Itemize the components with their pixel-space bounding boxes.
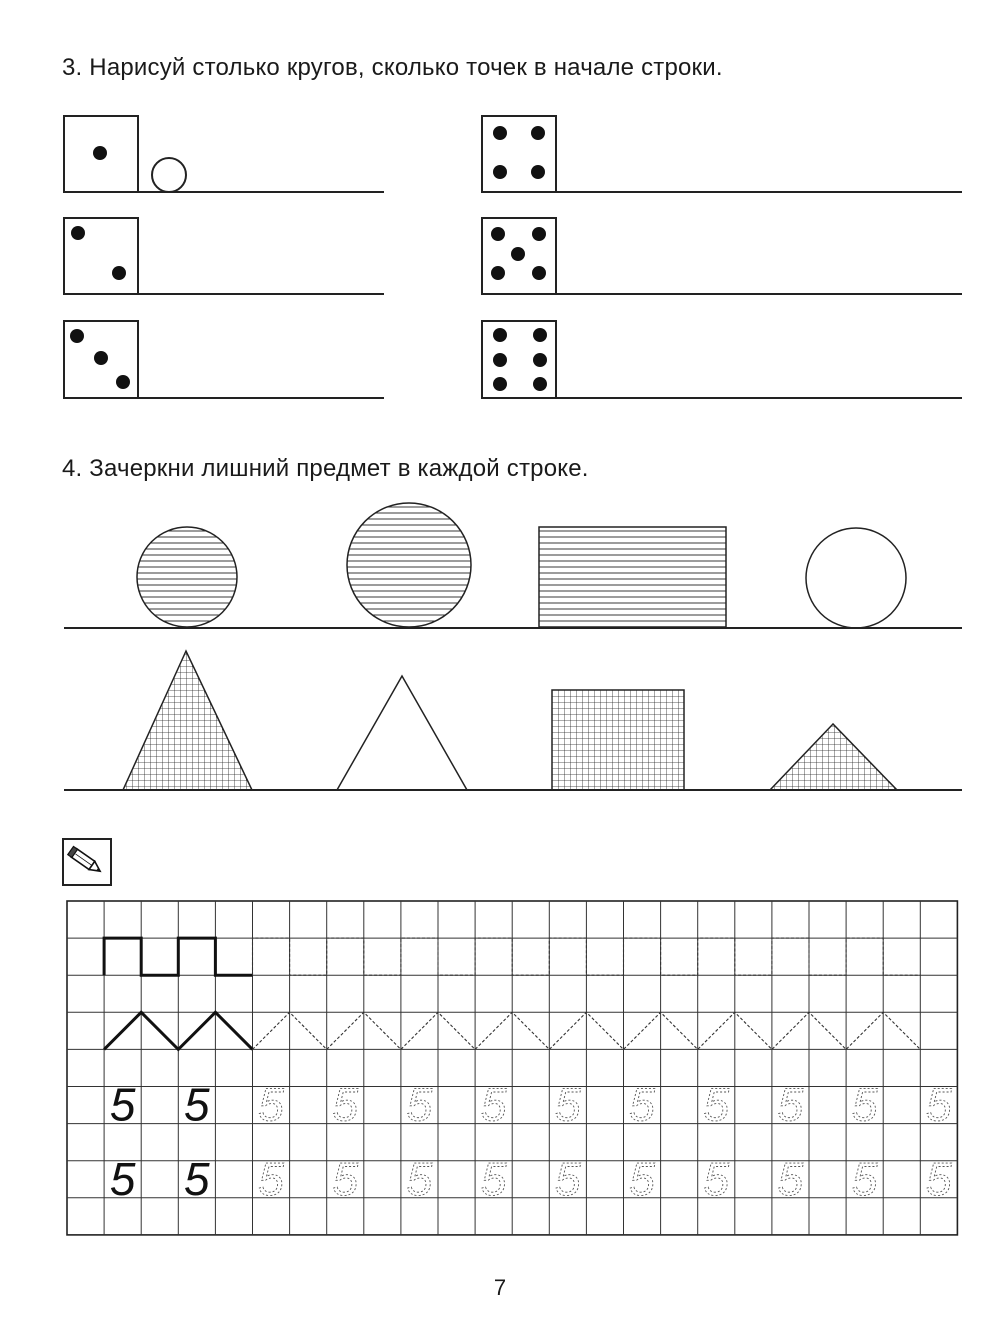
digit-5-trace[interactable]: 5 bbox=[480, 1078, 507, 1131]
pencil-icon bbox=[64, 840, 110, 884]
digit-5-trace[interactable]: 5 bbox=[926, 1078, 952, 1131]
grid-triangle[interactable] bbox=[770, 724, 897, 790]
digit-5-trace[interactable]: 5 bbox=[703, 1078, 730, 1131]
die-dot bbox=[511, 247, 525, 261]
die-dot bbox=[70, 329, 84, 343]
digit-5-trace[interactable]: 5 bbox=[926, 1152, 952, 1205]
die-dot bbox=[493, 126, 507, 140]
striped-circle[interactable] bbox=[137, 527, 237, 627]
die-dot bbox=[532, 266, 546, 280]
page-number: 7 bbox=[493, 1275, 507, 1300]
die-dot bbox=[531, 126, 545, 140]
digit-5-sample: 5 bbox=[184, 1078, 210, 1131]
digit-5-trace[interactable]: 5 bbox=[406, 1152, 433, 1205]
die-dot bbox=[493, 165, 507, 179]
dice-row-1-left bbox=[64, 116, 384, 192]
digit-5-trace[interactable]: 5 bbox=[480, 1152, 507, 1205]
die-dot bbox=[71, 226, 85, 240]
dice-row-3-left bbox=[64, 321, 384, 398]
digit-5-sample: 5 bbox=[184, 1152, 210, 1205]
digit-5-trace[interactable]: 5 bbox=[629, 1078, 655, 1131]
digit-5-trace[interactable]: 5 bbox=[851, 1152, 878, 1205]
digit-5-trace[interactable]: 5 bbox=[406, 1078, 433, 1131]
striped-rectangle[interactable] bbox=[539, 527, 726, 627]
task-3-title: 3. Нарисуй столько кругов, сколько точек в начале строки. bbox=[62, 54, 723, 81]
die-dot bbox=[491, 227, 505, 241]
die-dot bbox=[112, 266, 126, 280]
digit-5-trace[interactable]: 5 bbox=[555, 1078, 581, 1131]
die-dot bbox=[491, 266, 505, 280]
digit-5-sample: 5 bbox=[109, 1078, 136, 1131]
die-dot bbox=[93, 146, 107, 160]
die-dot bbox=[493, 328, 507, 342]
digit-5-trace[interactable]: 5 bbox=[258, 1152, 284, 1205]
task-4-title: 4. Зачеркни лишний предмет в каждой строке. bbox=[62, 455, 589, 482]
die-dot bbox=[533, 328, 547, 342]
die-four bbox=[482, 116, 556, 192]
die-dot bbox=[533, 353, 547, 367]
dice-row-3-right bbox=[482, 321, 962, 398]
pencil-icon-box bbox=[62, 838, 112, 886]
digit-5-trace[interactable]: 5 bbox=[703, 1152, 730, 1205]
plain-circle[interactable] bbox=[806, 528, 906, 628]
square-wave-sample bbox=[104, 938, 252, 975]
grid-rectangle[interactable] bbox=[552, 690, 684, 790]
digit-5-trace[interactable]: 5 bbox=[851, 1078, 878, 1131]
die-dot bbox=[116, 375, 130, 389]
die-dot bbox=[532, 227, 546, 241]
grid-triangle[interactable] bbox=[123, 651, 252, 790]
digit-5-trace[interactable]: 5 bbox=[332, 1078, 359, 1131]
dice-row-2-left bbox=[64, 218, 384, 294]
digit-5-sample: 5 bbox=[109, 1152, 136, 1205]
example-circle bbox=[152, 158, 186, 192]
striped-circle[interactable] bbox=[347, 503, 471, 627]
digit-5-trace[interactable]: 5 bbox=[258, 1078, 284, 1131]
shapes-row-1 bbox=[64, 503, 962, 628]
digit-5-trace[interactable]: 5 bbox=[332, 1152, 359, 1205]
die-dot bbox=[94, 351, 108, 365]
die-dot bbox=[531, 165, 545, 179]
plain-triangle[interactable] bbox=[337, 676, 467, 790]
die-dot bbox=[493, 377, 507, 391]
digit-5-trace[interactable]: 5 bbox=[777, 1078, 804, 1131]
writing-grid bbox=[67, 901, 957, 1235]
dice-row-1-right bbox=[482, 116, 962, 192]
die-dot bbox=[533, 377, 547, 391]
digit-5-trace[interactable]: 5 bbox=[555, 1152, 581, 1205]
shapes-row-2 bbox=[64, 651, 962, 790]
die-dot bbox=[493, 353, 507, 367]
dice-row-2-right bbox=[482, 218, 962, 294]
digit-5-trace[interactable]: 5 bbox=[777, 1152, 804, 1205]
digit-5-trace[interactable]: 5 bbox=[629, 1152, 655, 1205]
